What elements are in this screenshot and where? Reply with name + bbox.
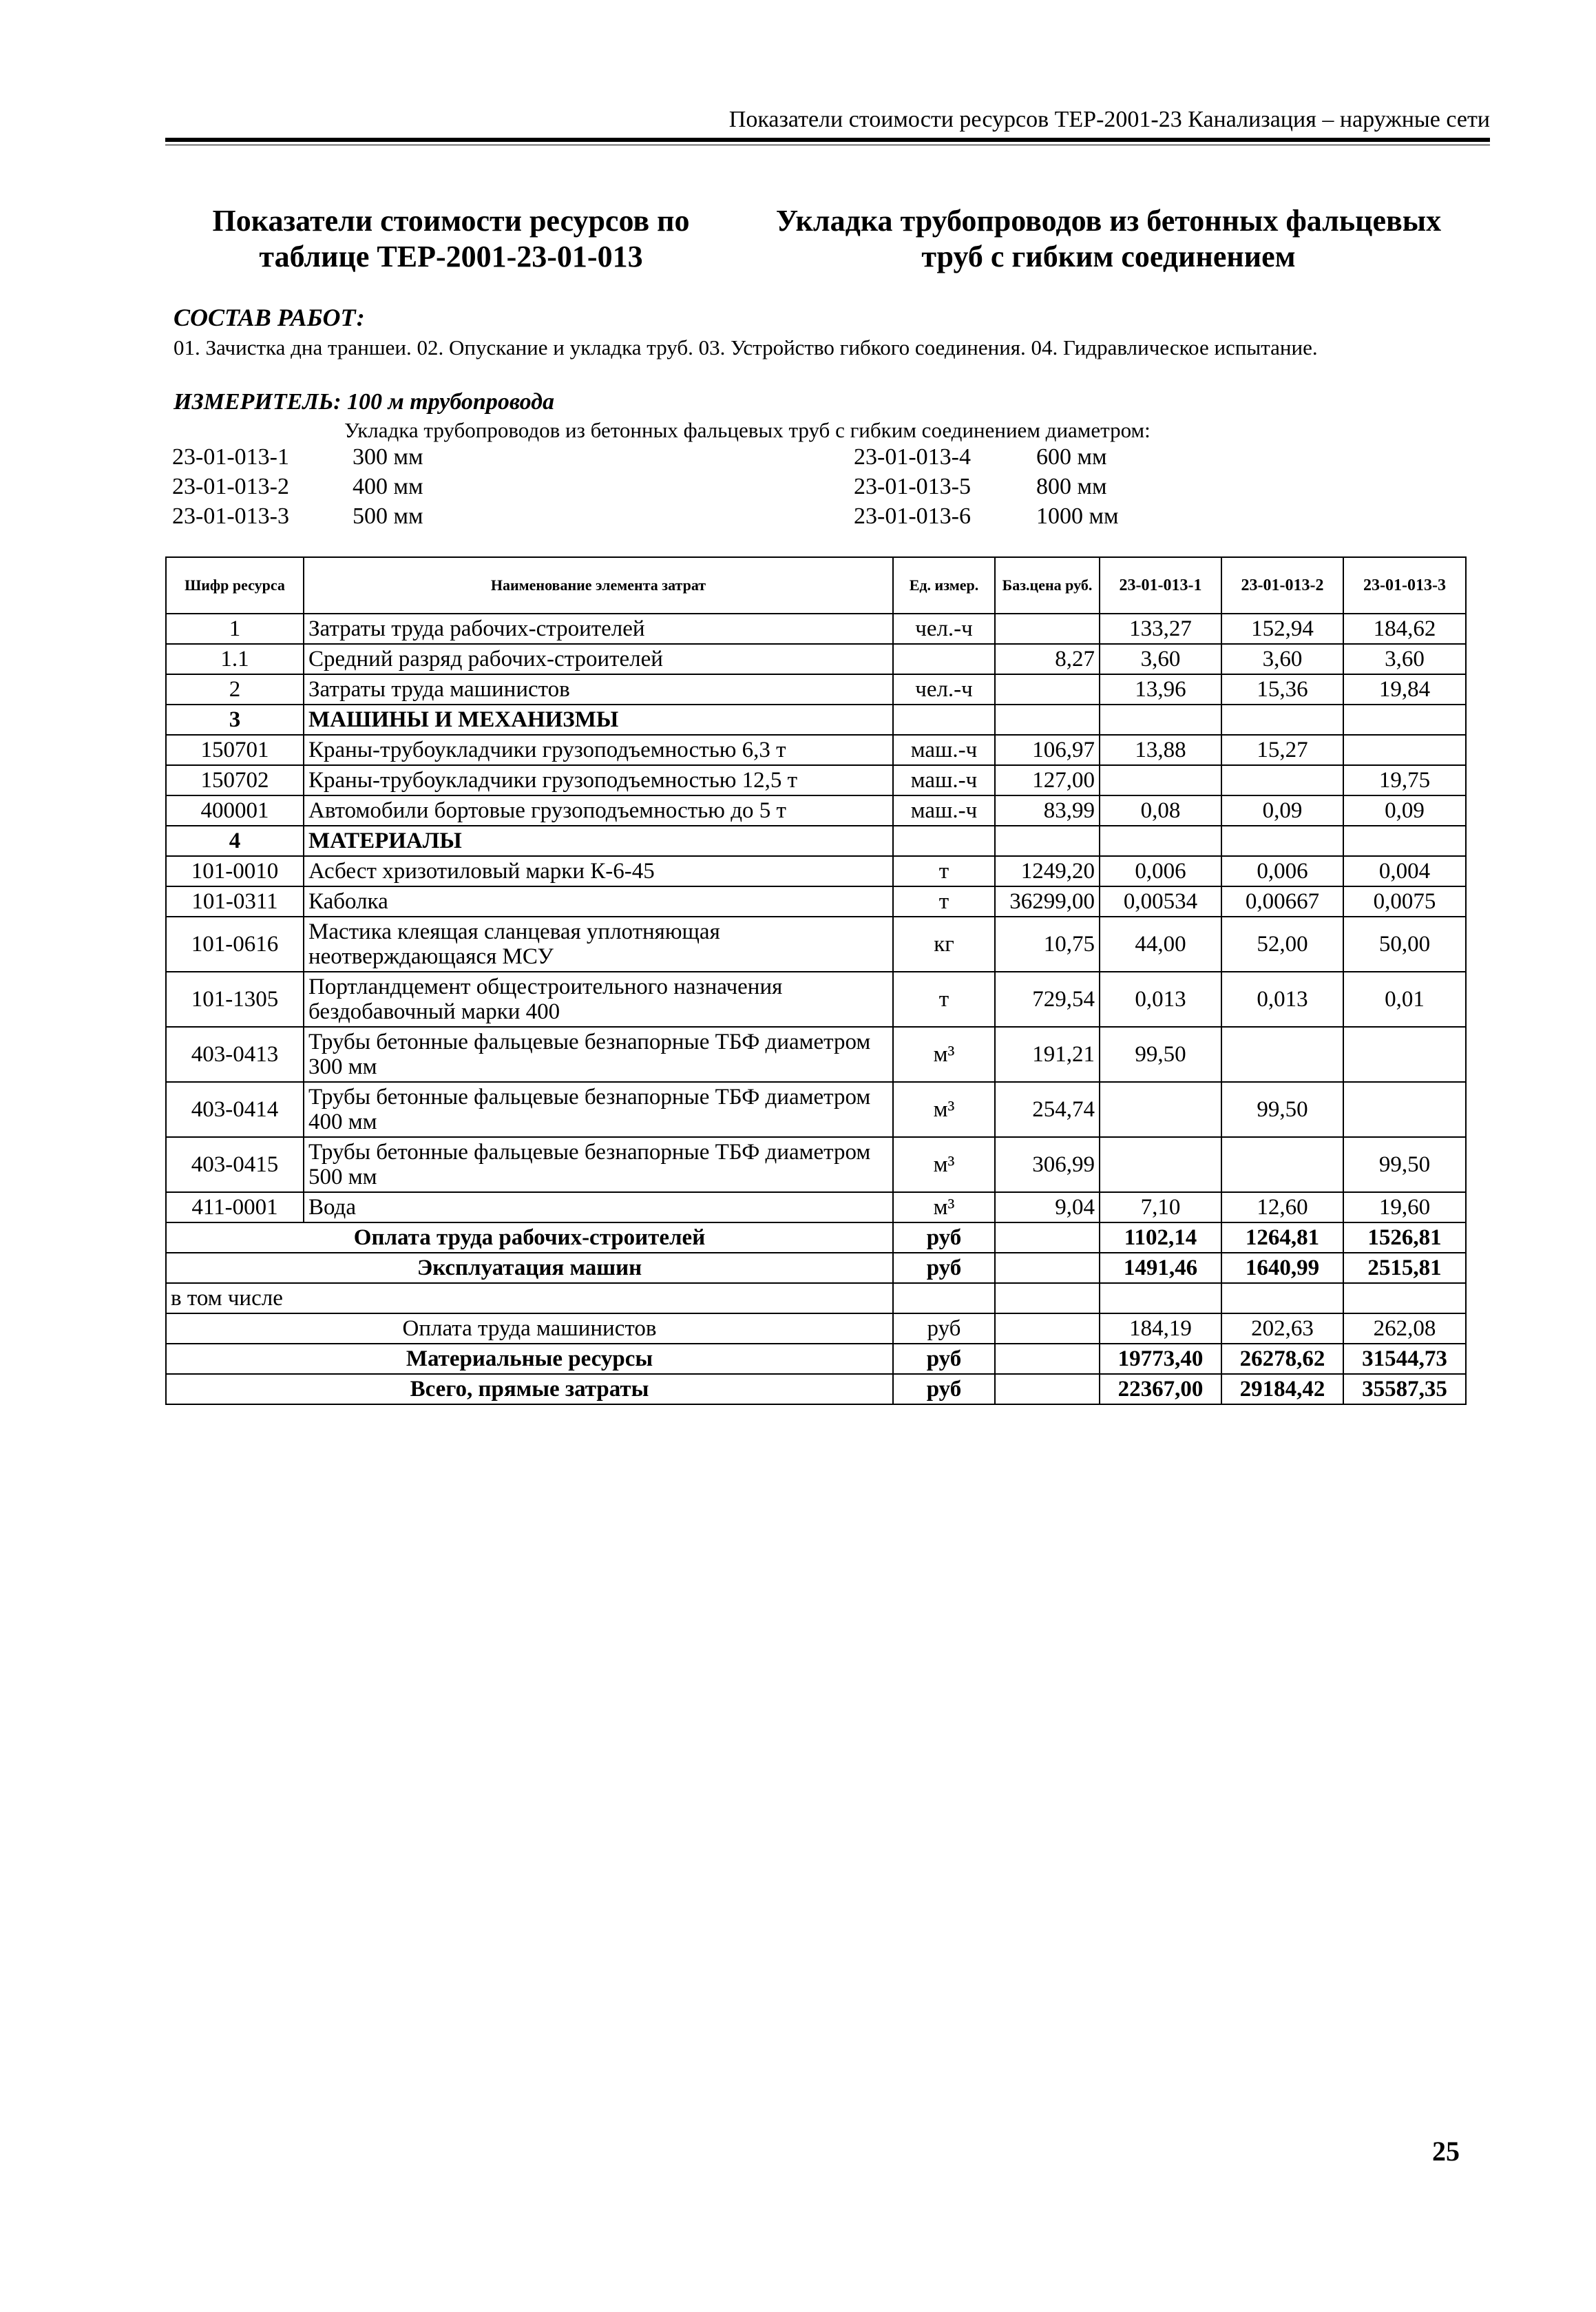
- summary-row: [166, 1344, 1466, 1374]
- cell-name: Автомобили бортовые грузоподъемностью до 5 т: [304, 795, 893, 826]
- cell-value: 0,004: [1343, 856, 1466, 886]
- cell-value: [1100, 1137, 1221, 1192]
- cell-value: 12,60: [1221, 1192, 1343, 1222]
- cell-value: 15,36: [1221, 674, 1343, 705]
- cell-value: 184,62: [1343, 614, 1466, 644]
- col-header-code: Шифр ресурса: [166, 557, 304, 614]
- summary-value: 29184,42: [1221, 1374, 1343, 1404]
- cell-unit: [893, 644, 995, 674]
- col-header-price: Баз.цена руб.: [995, 557, 1100, 614]
- summary-value: 1264,81: [1221, 1222, 1343, 1253]
- cell-unit: м³: [893, 1082, 995, 1137]
- cell-unit: маш.-ч: [893, 795, 995, 826]
- summary-row: [166, 1313, 1466, 1344]
- cell-value: 19,84: [1343, 674, 1466, 705]
- cell-unit: чел.-ч: [893, 674, 995, 705]
- summary-unit: руб: [893, 1374, 995, 1404]
- cell-price: [995, 826, 1100, 856]
- cell-value: 0,08: [1100, 795, 1221, 826]
- cell-unit: [893, 826, 995, 856]
- cell-value: [1343, 1027, 1466, 1082]
- cell-value: 13,88: [1100, 735, 1221, 765]
- cell-value: [1100, 765, 1221, 795]
- summary-unit: руб: [893, 1253, 995, 1283]
- summary-value: 31544,73: [1343, 1344, 1466, 1374]
- resource-cost-table: [165, 556, 1467, 1405]
- summary-value: 1640,99: [1221, 1253, 1343, 1283]
- summary-row: [166, 1374, 1466, 1404]
- table-row: [166, 735, 1466, 765]
- code-item-code: 23-01-013-5: [854, 474, 971, 499]
- table-section-row: [166, 705, 1466, 735]
- works-text: 01. Зачистка дна траншеи. 02. Опускание и укладка труб. 03. Устройство гибкого соединения. 04. Гидравлическое испытание.: [174, 335, 1318, 360]
- cell-name: Мастика клеящая сланцевая уплотняющая неотверждающаяся МСУ: [304, 917, 893, 972]
- cell-value: 0,006: [1221, 856, 1343, 886]
- cell-value: 3,60: [1100, 644, 1221, 674]
- cell-value: 0,00667: [1221, 886, 1343, 917]
- cell-value: 3,60: [1343, 644, 1466, 674]
- cell-price: 36299,00: [995, 886, 1100, 917]
- summary-value: 22367,00: [1100, 1374, 1221, 1404]
- cell-value: 99,50: [1100, 1027, 1221, 1082]
- cell-value: 7,10: [1100, 1192, 1221, 1222]
- cell-code: 101-0616: [166, 917, 304, 972]
- cell-unit: м³: [893, 1027, 995, 1082]
- col-header-unit: Ед. измер.: [893, 557, 995, 614]
- running-header: Показатели стоимости ресурсов ТЕР-2001-23 Канализация – наружные сети: [728, 107, 1490, 132]
- col-header-c3: 23-01-013-3: [1343, 557, 1466, 614]
- summary-row: [166, 1253, 1466, 1283]
- cell-name: Каболка: [304, 886, 893, 917]
- diameter-description: Укладка трубопроводов из бетонных фальцевых труб с гибким соединением диаметром:: [344, 418, 1151, 442]
- cell-value: 0,006: [1100, 856, 1221, 886]
- summary-label: Оплата труда машинистов: [166, 1313, 893, 1344]
- cell-value: [1343, 705, 1466, 735]
- cell-value: 44,00: [1100, 917, 1221, 972]
- cell-price: [995, 1253, 1100, 1283]
- table-row: [166, 614, 1466, 644]
- page-number: 25: [1432, 2136, 1460, 2167]
- summary-unit: руб: [893, 1313, 995, 1344]
- cell-value: [1221, 1027, 1343, 1082]
- title-right-line-1: Укладка трубопроводов из бетонных фальцевых: [775, 204, 1442, 238]
- cell-name: Затраты труда рабочих-строителей: [304, 614, 893, 644]
- cell-code: 400001: [166, 795, 304, 826]
- section-title: МАТЕРИАЛЫ: [304, 826, 893, 856]
- cell-name: Трубы бетонные фальцевые безнапорные ТБФ диаметром 400 мм: [304, 1082, 893, 1137]
- cell-code: 411-0001: [166, 1192, 304, 1222]
- cell-unit: т: [893, 886, 995, 917]
- code-item-size: 400 мм: [353, 474, 423, 499]
- summary-value: [1100, 1283, 1221, 1313]
- cell-value: 19,60: [1343, 1192, 1466, 1222]
- code-item-size: 300 мм: [353, 444, 423, 470]
- cell-value: 0,09: [1221, 795, 1343, 826]
- cell-value: [1100, 705, 1221, 735]
- table-row: [166, 1027, 1466, 1082]
- cell-name: Краны-трубоукладчики грузоподъемностью 6,3 т: [304, 735, 893, 765]
- cell-price: [995, 1222, 1100, 1253]
- cell-code: 1: [166, 614, 304, 644]
- cell-name: Затраты труда машинистов: [304, 674, 893, 705]
- cell-value: 50,00: [1343, 917, 1466, 972]
- cell-code: 150701: [166, 735, 304, 765]
- title-left: [176, 203, 726, 275]
- summary-value: 2515,81: [1343, 1253, 1466, 1283]
- summary-value: 1526,81: [1343, 1222, 1466, 1253]
- cell-code: 101-0311: [166, 886, 304, 917]
- col-header-name: Наименование элемента затрат: [304, 557, 893, 614]
- cell-code: 101-1305: [166, 972, 304, 1027]
- cell-value: [1343, 735, 1466, 765]
- cell-name: Трубы бетонные фальцевые безнапорные ТБФ диаметром 300 мм: [304, 1027, 893, 1082]
- summary-label: Всего, прямые затраты: [166, 1374, 893, 1404]
- cell-value: 0,013: [1221, 972, 1343, 1027]
- cell-value: 19,75: [1343, 765, 1466, 795]
- cell-code: 2: [166, 674, 304, 705]
- summary-label: Эксплуатация машин: [166, 1253, 893, 1283]
- summary-value: 262,08: [1343, 1313, 1466, 1344]
- cell-value: 152,94: [1221, 614, 1343, 644]
- cell-unit: маш.-ч: [893, 735, 995, 765]
- measure-unit: ИЗМЕРИТЕЛЬ: 100 м трубопровода: [174, 389, 554, 415]
- cell-value: 15,27: [1221, 735, 1343, 765]
- cell-name: Вода: [304, 1192, 893, 1222]
- table-row: [166, 886, 1466, 917]
- table-row: [166, 765, 1466, 795]
- table-row: [166, 1082, 1466, 1137]
- summary-value: 26278,62: [1221, 1344, 1343, 1374]
- cell-value: 52,00: [1221, 917, 1343, 972]
- table-row: [166, 856, 1466, 886]
- table-row: [166, 917, 1466, 972]
- cell-value: 3,60: [1221, 644, 1343, 674]
- cell-value: [1343, 826, 1466, 856]
- summary-value: [1343, 1283, 1466, 1313]
- cell-name: Асбест хризотиловый марки К-6-45: [304, 856, 893, 886]
- cell-code: 403-0413: [166, 1027, 304, 1082]
- title-left-line-2: таблице ТЕР-2001-23-01-013: [259, 240, 643, 273]
- cell-price: 191,21: [995, 1027, 1100, 1082]
- cell-price: [995, 705, 1100, 735]
- cell-code: 150702: [166, 765, 304, 795]
- section-title: МАШИНЫ И МЕХАНИЗМЫ: [304, 705, 893, 735]
- title-right: [764, 203, 1453, 275]
- summary-unit: руб: [893, 1222, 995, 1253]
- cell-value: [1221, 826, 1343, 856]
- cell-price: [995, 674, 1100, 705]
- title-right-line-2: труб с гибким соединением: [921, 240, 1296, 273]
- cell-unit: т: [893, 856, 995, 886]
- cell-price: [995, 1344, 1100, 1374]
- cell-code: 3: [166, 705, 304, 735]
- code-item-size: 500 мм: [353, 503, 423, 529]
- summary-value: 184,19: [1100, 1313, 1221, 1344]
- cell-value: [1100, 826, 1221, 856]
- col-header-c2: 23-01-013-2: [1221, 557, 1343, 614]
- summary-label: в том числе: [166, 1283, 893, 1313]
- code-item-size: 1000 мм: [1036, 503, 1119, 529]
- table-row: [166, 972, 1466, 1027]
- cell-unit: маш.-ч: [893, 765, 995, 795]
- cell-unit: т: [893, 972, 995, 1027]
- cell-price: 10,75: [995, 917, 1100, 972]
- cell-value: 0,01: [1343, 972, 1466, 1027]
- cell-value: [1221, 705, 1343, 735]
- cell-value: 99,50: [1343, 1137, 1466, 1192]
- cell-unit: чел.-ч: [893, 614, 995, 644]
- cell-price: 9,04: [995, 1192, 1100, 1222]
- cell-price: 127,00: [995, 765, 1100, 795]
- summary-value: 1102,14: [1100, 1222, 1221, 1253]
- cell-value: 0,013: [1100, 972, 1221, 1027]
- cell-value: 0,00534: [1100, 886, 1221, 917]
- cell-value: 0,0075: [1343, 886, 1466, 917]
- cell-price: [995, 1374, 1100, 1404]
- cell-price: 106,97: [995, 735, 1100, 765]
- cell-unit: кг: [893, 917, 995, 972]
- cell-code: 101-0010: [166, 856, 304, 886]
- cell-code: 4: [166, 826, 304, 856]
- summary-value: 35587,35: [1343, 1374, 1466, 1404]
- cell-value: [1221, 765, 1343, 795]
- title-left-line-1: Показатели стоимости ресурсов по: [212, 204, 690, 238]
- code-item-code: 23-01-013-4: [854, 444, 971, 470]
- works-heading: СОСТАВ РАБОТ:: [174, 304, 365, 331]
- cell-value: 99,50: [1221, 1082, 1343, 1137]
- cell-unit: м³: [893, 1192, 995, 1222]
- cell-price: [995, 1283, 1100, 1313]
- cell-name: Средний разряд рабочих-строителей: [304, 644, 893, 674]
- cell-value: [1221, 1137, 1343, 1192]
- code-item-code: 23-01-013-1: [172, 444, 289, 470]
- table-header-row: [166, 557, 1466, 614]
- cell-name: Трубы бетонные фальцевые безнапорные ТБФ диаметром 500 мм: [304, 1137, 893, 1192]
- cell-code: 403-0414: [166, 1082, 304, 1137]
- cell-code: 403-0415: [166, 1137, 304, 1192]
- cell-price: [995, 1313, 1100, 1344]
- cell-value: 133,27: [1100, 614, 1221, 644]
- summary-value: [1221, 1283, 1343, 1313]
- cell-name: Краны-трубоукладчики грузоподъемностью 12,5 т: [304, 765, 893, 795]
- cell-price: 1249,20: [995, 856, 1100, 886]
- summary-label: Материальные ресурсы: [166, 1344, 893, 1374]
- code-item-code: 23-01-013-3: [172, 503, 289, 529]
- cell-value: [1343, 1082, 1466, 1137]
- cell-price: 83,99: [995, 795, 1100, 826]
- cell-price: 254,74: [995, 1082, 1100, 1137]
- summary-value: 19773,40: [1100, 1344, 1221, 1374]
- summary-value: 202,63: [1221, 1313, 1343, 1344]
- table-row: [166, 1192, 1466, 1222]
- code-item-code: 23-01-013-2: [172, 474, 289, 499]
- summary-label: Оплата труда рабочих-строителей: [166, 1222, 893, 1253]
- summary-row: [166, 1283, 1466, 1313]
- cell-price: [995, 614, 1100, 644]
- table-row: [166, 795, 1466, 826]
- cell-price: 729,54: [995, 972, 1100, 1027]
- cell-value: 13,96: [1100, 674, 1221, 705]
- summary-value: 1491,46: [1100, 1253, 1221, 1283]
- cell-unit: м³: [893, 1137, 995, 1192]
- code-item-size: 600 мм: [1036, 444, 1107, 470]
- summary-unit: [893, 1283, 995, 1313]
- summary-row: [166, 1222, 1466, 1253]
- cell-value: 0,09: [1343, 795, 1466, 826]
- table-row: [166, 644, 1466, 674]
- cell-value: [1100, 1082, 1221, 1137]
- table-row: [166, 1137, 1466, 1192]
- cell-price: 306,99: [995, 1137, 1100, 1192]
- cell-price: 8,27: [995, 644, 1100, 674]
- table-section-row: [166, 826, 1466, 856]
- cell-code: 1.1: [166, 644, 304, 674]
- code-item-code: 23-01-013-6: [854, 503, 971, 529]
- code-item-size: 800 мм: [1036, 474, 1107, 499]
- header-rule: [165, 138, 1490, 142]
- col-header-c1: 23-01-013-1: [1100, 557, 1221, 614]
- cell-name: Портландцемент общестроительного назначения бездобавочный марки 400: [304, 972, 893, 1027]
- cell-unit: [893, 705, 995, 735]
- summary-unit: руб: [893, 1344, 995, 1374]
- table-row: [166, 674, 1466, 705]
